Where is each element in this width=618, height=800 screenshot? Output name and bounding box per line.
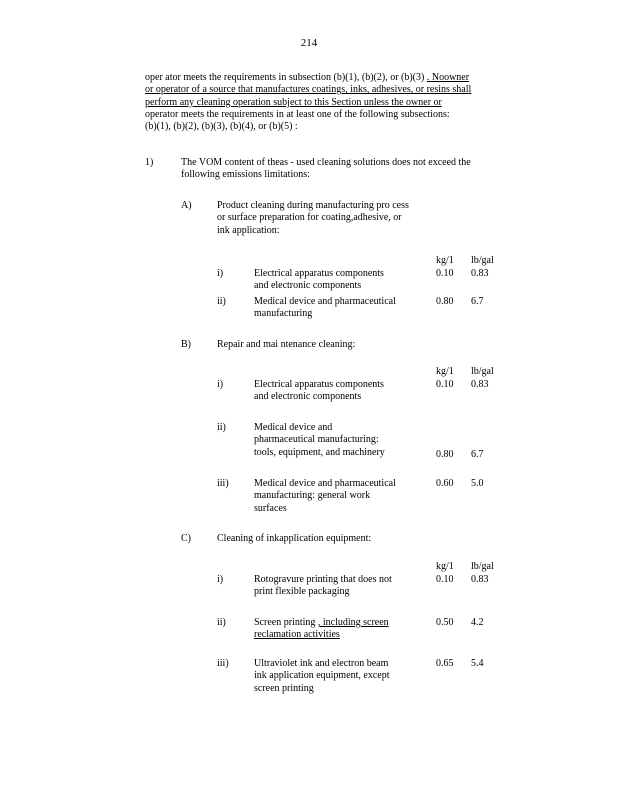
item-text [254, 478, 429, 515]
unit-header-lb: lb/gal [471, 561, 494, 572]
kg-value: 0.80 [436, 449, 454, 460]
section-line: The VOM content of theas - used cleaning solutions does not exceed the [181, 157, 471, 168]
section-text [181, 157, 531, 182]
item-line: and electronic components [254, 391, 362, 403]
item-line [254, 617, 429, 629]
subsection-heading: Cleaning of inkapplication equipment: [217, 533, 372, 544]
lb-value: 0.83 [471, 268, 489, 279]
lb-value: 6.7 [471, 449, 484, 460]
intro-line: operator meets the requirements in at least one of the following subsections: [145, 108, 450, 120]
item-line: pharmaceutical manufacturing: [254, 434, 379, 446]
kg-value: 0.80 [436, 296, 454, 307]
lb-value: 4.2 [471, 617, 484, 628]
item-line: tools, equipment, and machinery [254, 446, 385, 458]
item-line-text: Screen printing [254, 617, 316, 628]
inserted-text: reclamation activities [254, 629, 340, 641]
item-text [254, 658, 429, 695]
item-text [254, 268, 429, 293]
heading-line: Product cleaning during manufacturing pro cess [217, 200, 409, 211]
section-line: following emissions limitations: [181, 169, 310, 181]
unit-header-lb: lb/gal [471, 255, 494, 266]
inserted-text: . Noowner [426, 72, 470, 83]
item-text [254, 617, 429, 642]
item-line: Medical device and [254, 422, 333, 433]
kg-value: 0.10 [436, 574, 454, 585]
item-line: and electronic components [254, 280, 362, 292]
kg-value: 0.10 [436, 268, 454, 279]
item-marker: ii) [217, 296, 226, 307]
inserted-text: or operator of a source that manufactures coatings, inks, adhesives, or resins shall [145, 84, 472, 96]
item-text [254, 574, 429, 599]
kg-value: 0.50 [436, 617, 454, 628]
lb-value: 5.0 [471, 478, 484, 489]
item-line: manufacturing [254, 308, 313, 320]
heading-line: ink application: [217, 224, 280, 236]
item-line: Electrical apparatus components [254, 379, 384, 390]
item-line: ink application equipment, except [254, 670, 390, 682]
item-line: surfaces [254, 502, 287, 514]
intro-line: (b)(1), (b)(2), (b)(3), (b)(4), or (b)(5) : [145, 121, 298, 133]
inserted-text: , including screen [317, 617, 389, 628]
intro-line [145, 72, 540, 84]
unit-header-kg: kg/1 [436, 366, 454, 377]
item-line: Ultraviolet ink and electron beam [254, 658, 389, 669]
item-line: Medical device and pharmaceutical [254, 296, 396, 307]
lb-value: 5.4 [471, 658, 484, 669]
kg-value: 0.10 [436, 379, 454, 390]
subsection-marker: A) [181, 200, 192, 211]
item-marker: i) [217, 268, 224, 279]
intro-text: oper ator meets the requirements in subsection (b)(1), (b)(2), or (b)(3) [145, 72, 425, 83]
item-line: Electrical apparatus components [254, 268, 384, 279]
item-marker: ii) [217, 617, 226, 628]
subsection-marker: C) [181, 533, 191, 544]
item-line: screen printing [254, 682, 314, 694]
lb-value: 0.83 [471, 379, 489, 390]
lb-value: 0.83 [471, 574, 489, 585]
item-line: Medical device and pharmaceutical [254, 478, 396, 489]
kg-value: 0.60 [436, 478, 454, 489]
intro-paragraph [145, 72, 540, 133]
heading-line: or surface preparation for coating,adhesive, or [217, 212, 402, 224]
subsection-marker: B) [181, 339, 191, 350]
item-line: manufacturing: general work [254, 490, 371, 502]
lb-value: 6.7 [471, 296, 484, 307]
item-line: print flexible packaging [254, 586, 350, 598]
inserted-text: perform any cleaning operation subject to this Section unless the owner or [145, 96, 442, 108]
item-marker: iii) [217, 478, 229, 489]
kg-value: 0.65 [436, 658, 454, 669]
unit-header-kg: kg/1 [436, 561, 454, 572]
item-marker: ii) [217, 422, 226, 433]
item-marker: i) [217, 379, 224, 390]
item-marker: i) [217, 574, 224, 585]
subsection-heading: Repair and mai ntenance cleaning: [217, 339, 356, 350]
item-marker: iii) [217, 658, 229, 669]
page-number: 214 [300, 37, 318, 49]
unit-header-lb: lb/gal [471, 366, 494, 377]
item-text [254, 379, 429, 404]
item-text [254, 296, 429, 321]
section-marker: 1) [145, 157, 154, 168]
item-text [254, 422, 429, 459]
subsection-heading [217, 200, 447, 237]
unit-header-kg: kg/1 [436, 255, 454, 266]
item-line: Rotogravure printing that does not [254, 574, 392, 585]
